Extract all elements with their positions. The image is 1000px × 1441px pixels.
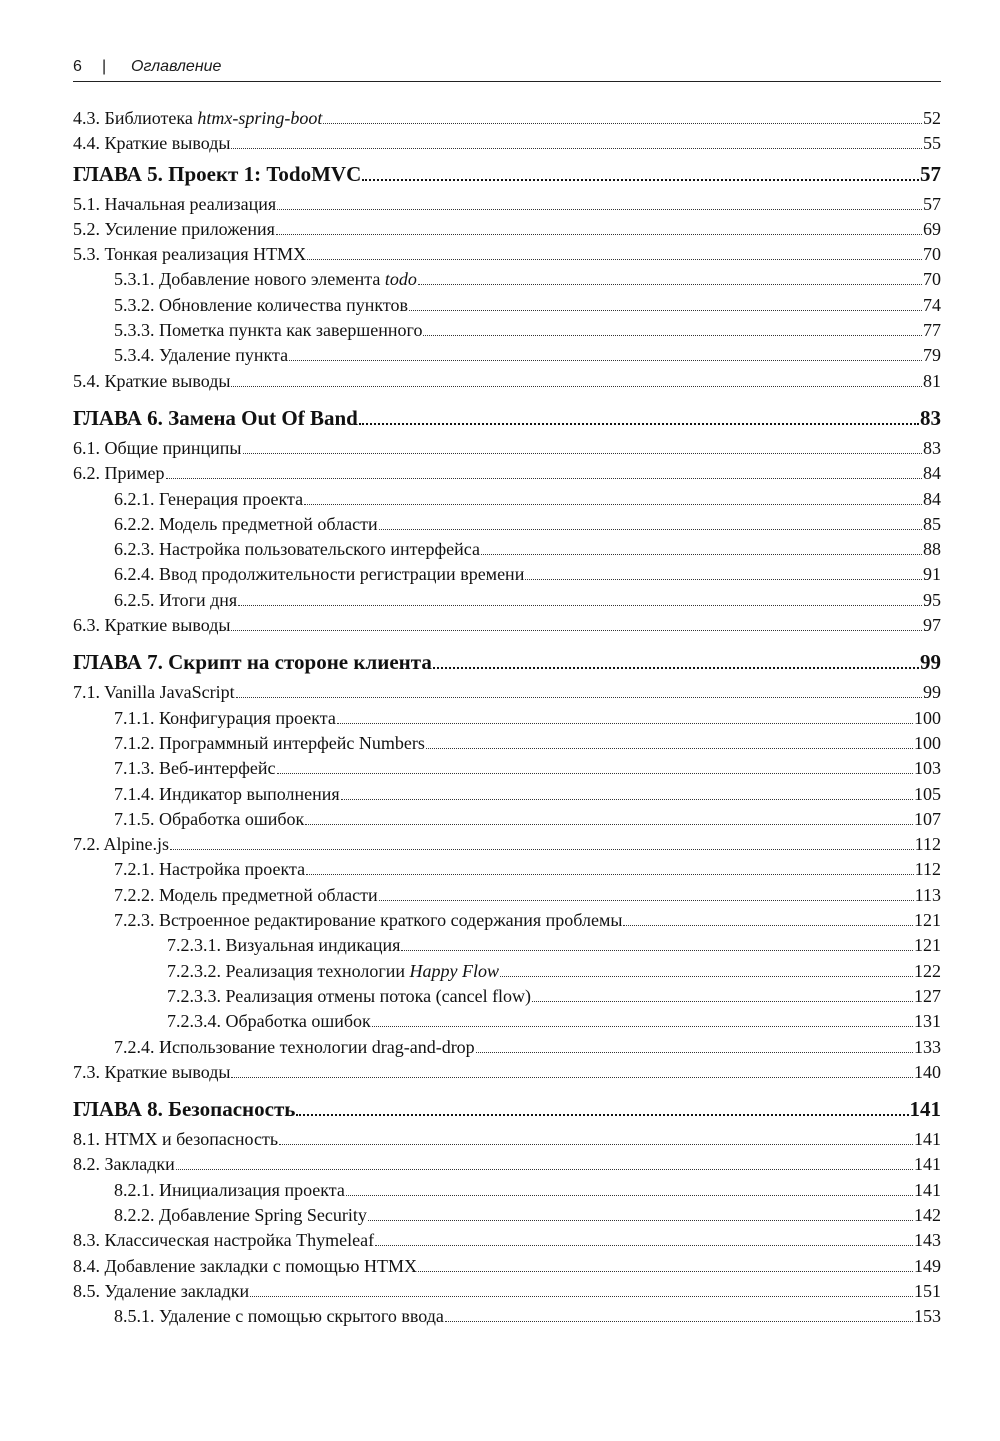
toc-page-number: 143 [914,1230,941,1251]
toc-chapter-entry[interactable] [73,406,941,436]
dot-leader [337,723,913,724]
toc-entry-title: ГЛАВА 6. Замена Out Of Band [73,405,358,430]
toc-entry-title: 7.1. Vanilla JavaScript [73,682,235,703]
toc-entry[interactable] [73,512,941,537]
header-rule [73,81,941,82]
toc-entry[interactable] [73,293,941,318]
toc-entry[interactable] [73,562,941,587]
toc-entry[interactable] [73,782,941,807]
toc-page-number: 131 [914,1011,941,1032]
toc-page-number: 112 [914,859,941,880]
toc-entry-title: 8.2. Закладки [73,1154,175,1175]
dot-leader [231,630,922,631]
dot-leader [423,335,922,336]
toc-entry-title: 8.3. Классическая настройка Thymeleaf [73,1230,375,1251]
toc-entry-title: 7.2.3.2. Реализация технологии Happy Flow [167,960,500,981]
toc-entry-title: 5.3.3. Пометка пункта как завершенного [114,320,423,341]
toc-page-number: 84 [923,463,941,484]
toc-entry[interactable] [73,318,941,343]
dot-leader [525,579,922,580]
dot-leader [476,1052,913,1053]
dot-leader [409,310,922,311]
dot-leader [445,1321,913,1322]
toc-entry[interactable] [73,1152,941,1177]
toc-entry[interactable] [73,1035,941,1060]
toc-page-number: 52 [923,108,941,128]
running-title: Оглавление [131,58,222,75]
toc-entry[interactable] [73,1009,941,1034]
toc-chapter-entry[interactable] [73,1097,941,1127]
toc-entry-title: 6.2.5. Итоги дня [114,589,238,610]
dot-leader [359,423,919,425]
dot-leader [277,773,913,774]
toc-page-number: 105 [914,783,941,804]
dot-leader [379,900,914,901]
toc-entry[interactable] [73,106,941,131]
toc-entry[interactable] [73,613,941,638]
toc-entry[interactable] [73,436,941,461]
dot-leader [372,1026,913,1027]
toc-entry-title: 6.1. Общие принципы [73,437,242,458]
dot-leader [323,123,922,124]
toc-entry-title: 5.2. Усиление приложения [73,218,275,239]
dot-leader [532,1001,913,1002]
toc-entry[interactable] [73,731,941,756]
dot-leader [238,605,922,606]
toc-entry-title: 8.2.2. Добавление Spring Security [114,1204,367,1225]
toc-entry[interactable] [73,267,941,292]
dot-leader [304,504,922,505]
toc-entry-title: 5.3.2. Обновление количества пунктов [114,294,408,315]
toc-entry[interactable] [73,908,941,933]
toc-entry[interactable] [73,883,941,908]
dot-leader [418,1271,913,1272]
toc-page-number: 83 [923,437,941,458]
toc-page-number: 99 [920,650,941,675]
toc-entry-title: 7.2.4. Использование технологии drag-and-drop [114,1036,475,1057]
toc-entry-title: 6.3. Краткие выводы [73,615,231,636]
toc-page-number: 74 [923,294,941,315]
toc-entry[interactable] [73,807,941,832]
page-number: 6 [73,58,82,75]
dot-leader [176,1169,913,1170]
toc-entry[interactable] [73,487,941,512]
toc-page-number: 79 [923,345,941,366]
toc-entry[interactable] [73,1060,941,1085]
toc-entry-title: 7.3. Краткие выводы [73,1061,231,1082]
toc-page-number: 121 [914,910,941,931]
toc-entry[interactable] [73,1279,941,1304]
toc-entry-title: 6.2.2. Модель предметной области [114,513,378,534]
toc-entry[interactable] [73,461,941,486]
toc-entry[interactable] [73,343,941,368]
toc-page-number: 141 [914,1129,941,1150]
toc-page-number: 83 [920,405,941,430]
toc-page-number: 99 [923,682,941,703]
toc-page-number: 127 [914,985,941,1006]
toc-page-number: 151 [914,1280,941,1301]
dot-leader [307,259,922,260]
toc-page-number: 97 [923,615,941,636]
toc-entry-title: 7.2.3.4. Обработка ошибок [167,1011,371,1032]
dot-leader [368,1220,913,1221]
dot-leader [289,360,922,361]
toc-entry[interactable] [73,1127,941,1152]
dot-leader [250,1296,913,1297]
dot-leader [236,697,922,698]
toc-entry-title: 8.5. Удаление закладки [73,1280,250,1301]
toc-entry-title: 4.3. Библиотека htmx-spring-boot [73,108,323,128]
toc-page-number: 121 [914,935,941,956]
toc-entry-title: ГЛАВА 7. Скрипт на стороне клиента [73,650,432,675]
toc-entry-title: 7.1.1. Конфигурация проекта [114,707,336,728]
toc-page-number: 57 [920,161,941,186]
toc-entry-title: 8.1. HTMX и безопасность [73,1129,279,1150]
toc-page-number: 85 [923,513,941,534]
dot-leader [243,453,922,454]
toc-page-number: 133 [914,1036,941,1057]
header-separator: | [102,58,107,75]
toc-page-number: 153 [914,1306,941,1327]
toc-page-number: 91 [923,564,941,585]
toc-entry-title: 8.4. Добавление закладки с помощью HTMX [73,1255,417,1276]
dot-leader [623,925,913,926]
toc-page-number: 140 [914,1061,941,1082]
dot-leader [426,748,913,749]
toc-page-number: 81 [923,370,941,391]
toc-entry[interactable] [73,131,941,156]
toc-entry[interactable] [73,1304,941,1329]
toc-entry-title: 4.4. Краткие выводы [73,133,231,154]
dot-leader [481,554,922,555]
toc-page-number: 57 [923,193,941,214]
toc-entry[interactable] [73,217,941,242]
dot-leader [277,209,922,210]
dot-leader [231,386,922,387]
toc-page-number: 141 [914,1179,941,1200]
toc-entry[interactable] [73,933,941,958]
dot-leader [170,849,914,850]
toc-entry-title: 7.2.2. Модель предметной области [114,884,378,905]
toc-entry-title: 7.2.3. Встроенное редактирование краткого содержания проблемы [114,910,623,931]
toc-page-number: 112 [914,834,941,855]
toc-entry[interactable] [73,959,941,984]
toc-chapter-entry[interactable] [73,162,941,192]
toc-page-number: 103 [914,758,941,779]
toc-entry-title: 7.1.2. Программный интерфейс Numbers [114,732,425,753]
toc-page-number: 113 [914,884,941,905]
toc-page-number: 84 [923,488,941,509]
toc-entry-title: 7.2.3.3. Реализация отмены потока (cancel flow) [167,985,532,1006]
toc-entry-title: 6.2.1. Генерация проекта [114,488,304,509]
toc-entry-title: 8.5.1. Удаление с помощью скрытого ввода [114,1306,444,1327]
toc-entry-title: 7.2.1. Настройка проекта [114,859,306,880]
toc-entry[interactable] [73,1228,941,1253]
dot-leader [341,799,913,800]
toc-page-number: 107 [914,808,941,829]
dot-leader [279,1144,913,1145]
toc-page-number: 100 [914,707,941,728]
dot-leader [306,874,914,875]
toc-entry-title: 5.1. Начальная реализация [73,193,277,214]
toc-page-number: 55 [923,133,941,154]
toc-entry-title: 7.1.5. Обработка ошибок [114,808,305,829]
dot-leader [305,824,913,825]
toc-entry-title: 5.3.1. Добавление нового элемента todo [114,269,417,290]
running-header [73,56,941,82]
dot-leader [500,976,913,977]
toc-page-number: 69 [923,218,941,239]
dot-leader [362,179,919,181]
toc-entry-title: 5.4. Краткие выводы [73,370,231,391]
toc-page-number: 88 [923,539,941,560]
toc-entry[interactable] [73,857,941,882]
toc-entry-title: 6.2.3. Настройка пользовательского интерфейса [114,539,480,560]
dot-leader [166,478,922,479]
toc-entry-title: 6.2.4. Ввод продолжительности регистрации времени [114,564,525,585]
toc-page-number: 142 [914,1204,941,1225]
toc-entry[interactable] [73,537,941,562]
toc-entry-title: 6.2. Пример [73,463,165,484]
dot-leader [346,1195,913,1196]
toc-page-number: 100 [914,732,941,753]
toc-page-number: 141 [914,1154,941,1175]
toc-entry[interactable] [73,756,941,781]
dot-leader [433,667,919,669]
table-of-contents [73,106,941,1329]
toc-entry[interactable] [73,832,941,857]
dot-leader [418,284,922,285]
toc-entry[interactable] [73,680,941,705]
toc-entry-title: ГЛАВА 5. Проект 1: TodoMVC [73,161,362,186]
dot-leader [379,529,922,530]
toc-entry-title: 7.2.3.1. Визуальная индикация [167,935,401,956]
toc-entry-title: ГЛАВА 8. Безопасность [73,1097,296,1122]
toc-entry[interactable] [73,1178,941,1203]
toc-entry-title: 5.3. Тонкая реализация HTMX [73,244,307,265]
toc-entry[interactable] [73,1203,941,1228]
dot-leader [276,234,922,235]
toc-page-number: 70 [923,244,941,265]
toc-entry[interactable] [73,369,941,394]
toc-page-number: 141 [909,1097,941,1122]
dot-leader [296,1114,908,1116]
toc-entry[interactable] [73,984,941,1009]
toc-entry[interactable] [73,192,941,217]
toc-entry-title: 8.2.1. Инициализация проекта [114,1179,345,1200]
toc-entry[interactable] [73,242,941,267]
toc-entry[interactable] [73,706,941,731]
dot-leader [231,1077,913,1078]
toc-page-number: 70 [923,269,941,290]
toc-page-number: 77 [923,320,941,341]
toc-entry[interactable] [73,1254,941,1279]
toc-page-number: 149 [914,1255,941,1276]
toc-entry-title: 7.1.3. Веб-интерфейс [114,758,276,779]
dot-leader [401,950,913,951]
dot-leader [375,1245,913,1246]
toc-page-number: 95 [923,589,941,610]
toc-page-number: 122 [914,960,941,981]
toc-entry[interactable] [73,588,941,613]
dot-leader [231,148,922,149]
toc-entry-title: 7.1.4. Индикатор выполнения [114,783,340,804]
toc-entry-title: 5.3.4. Удаление пункта [114,345,289,366]
toc-chapter-entry[interactable] [73,650,941,680]
toc-entry-title: 7.2. Alpine.js [73,834,170,855]
